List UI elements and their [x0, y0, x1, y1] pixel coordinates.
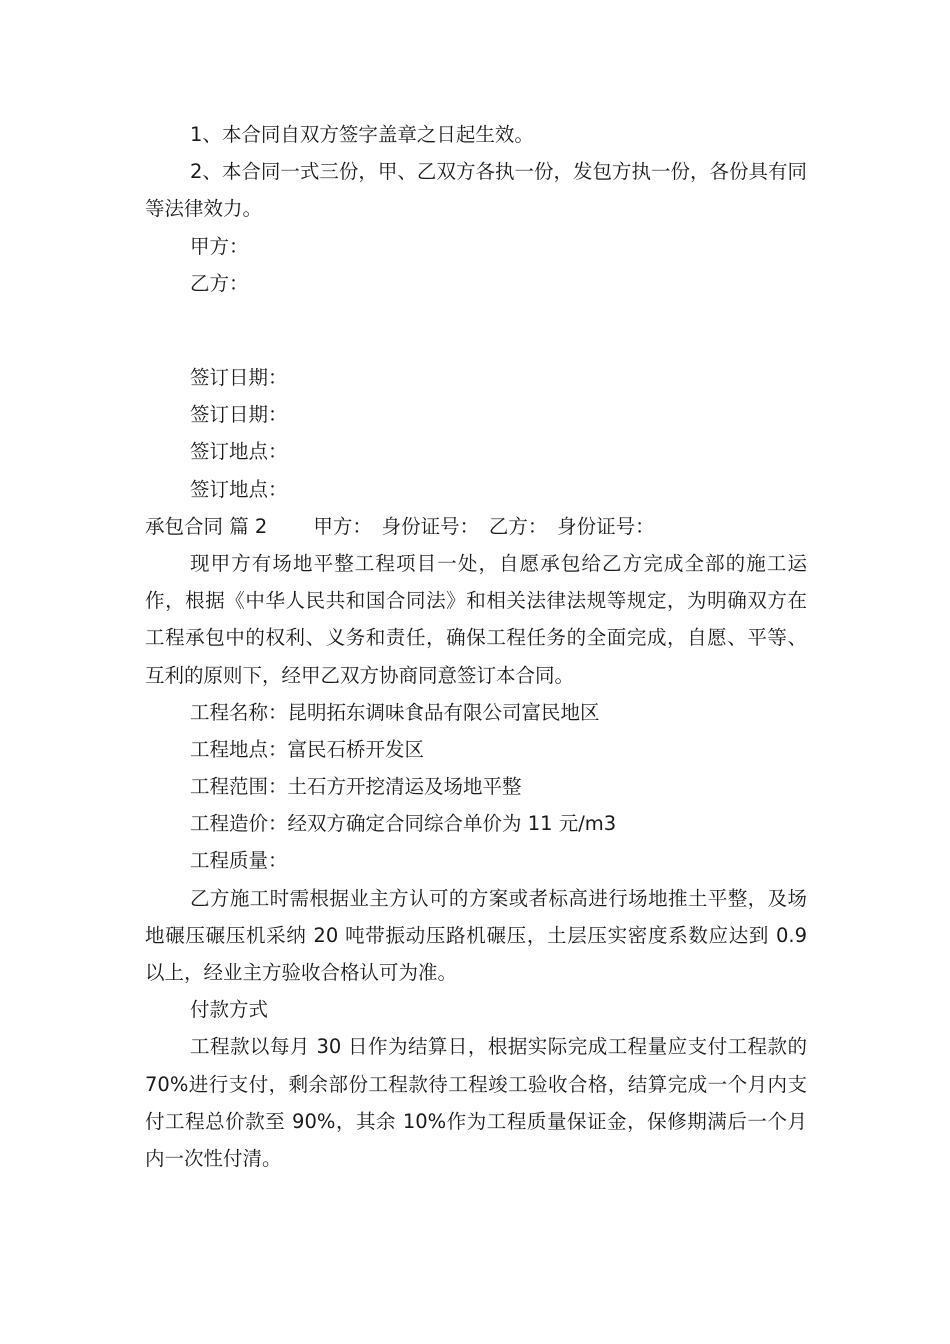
payment-title: 付款方式 [190, 998, 269, 1022]
sign-date-label: 签订日期： [190, 403, 288, 427]
intro-paragraph: 现甲方有场地平整工程项目一处，自愿承包给乙方完成全部的施工运作，根据《中华人民共和国合同法》和相关法律法规等规定，为明确双方在工程承包中的权利、义务和责任，确保工程任务的全面完成，自愿、平等、互利的原则下，经甲乙双方协商同意签订本合同。 [145, 551, 807, 687]
project-site: 工程地点：富民石桥开发区 [190, 737, 425, 761]
contract-parties-line: 甲方： 身份证号： 乙方： 身份证号： [313, 514, 655, 538]
sign-place-label: 签订地点： [190, 477, 288, 501]
quality-paragraph: 乙方施工时需根据业主方认可的方案或者标高进行场地推土平整，及场地碾压碾压机采纳 20 吨带振动压路机碾压，土层压实密度系数应达到 0.9 以上，经业主方验收合格认可为准。 [145, 886, 807, 985]
project-name: 工程名称：昆明拓东调味食品有限公司富民地区 [190, 700, 600, 724]
document-body [145, 116, 807, 1177]
party-a-label: 甲方： [190, 234, 249, 258]
signature-space [145, 302, 807, 359]
sign-date-label: 签订日期： [190, 365, 288, 389]
project-price: 工程造价：经双方确定合同综合单价为 11 元/m3 [190, 812, 617, 836]
contract-heading [145, 508, 807, 545]
party-b-label: 乙方： [190, 271, 249, 295]
contract-title: 承包合同 篇 2 [145, 514, 268, 538]
project-quality-label: 工程质量： [190, 849, 288, 873]
clause-effective: 1、本合同自双方签字盖章之日起生效。 [190, 123, 534, 146]
payment-paragraph: 工程款以每月 30 日作为结算日，根据实际完成工程量应支付工程款的 70%进行支付，剩余部份工程款待工程竣工验收合格，结算完成一个月内支付工程总价款至 90%，其余 10%作为工程质量保证金，保修期满后一个月内一次性付清。 [145, 1035, 807, 1171]
project-scope: 工程范围：土石方开挖清运及场地平整 [190, 775, 522, 799]
sign-place-label: 签订地点： [190, 440, 288, 464]
clause-copies: 2、本合同一式三份，甲、乙双方各执一份，发包方执一份，各份具有同等法律效力。 [145, 160, 807, 221]
